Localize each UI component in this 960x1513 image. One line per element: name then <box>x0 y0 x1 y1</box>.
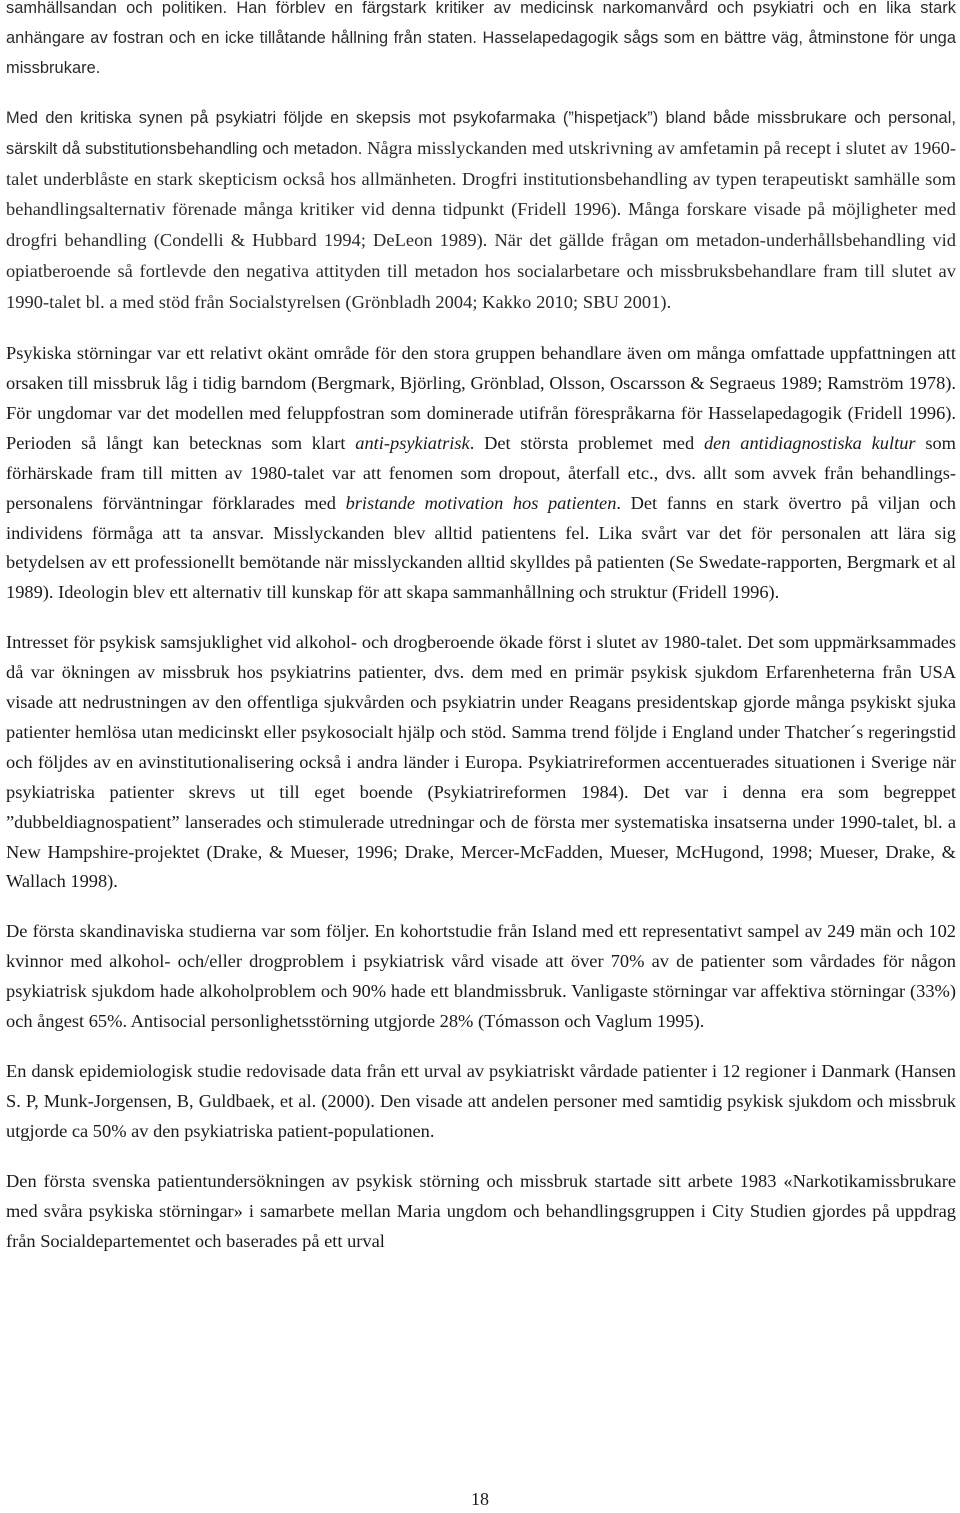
paragraph-3-text-b: . Det största problemet med <box>469 432 704 453</box>
paragraph-5-text: De första skandinaviska studierna var som följer. En kohortstudie från Island med ett representativt sampel av 249 män och 102 kvinnor med alkohol- och/eller drogproblem i psykiatrisk vård visade att över 70% av de patienter som vårdades för någon psykiatrisk sjukdom hade alkoholproblem och 90% hade ett blandmissbruk. Vanligaste störningar var affektiva störningar (33%) och ångest 65%. Antisocial personlighetsstörning utgjorde 28% (Tómasson och Vaglum 1995). <box>6 921 956 1032</box>
paragraph-3 <box>6 339 956 608</box>
paragraph-7-text: Den första svenska patientundersökningen av psykisk störning och missbruk startade sitt arbete 1983 «Narkotikamissbrukare med svåra psykiska störningar» i samarbete mellan Maria ungdom och behandlingsgruppen i City Studien gjordes på uppdrag från Socialdepartementet och baserades på ett urval <box>6 1170 956 1251</box>
paragraph-7 <box>6 1167 956 1257</box>
paragraph-6-text: En dansk epidemiologisk studie redovisade data från ett urval av psykiatriskt vårdade patienter i 12 regioner i Danmark (Hansen S. P, Munk-Jorgensen, B, Guldbaek, et al. (2000). Den visade att andelen personer med samtidig psykisk sjukdom och missbruk utgjorde ca 50% av den psykiatriska patient-populationen. <box>6 1061 956 1141</box>
paragraph-1-text: samhällsandan och politiken. Han förblev en färgstark kritiker av medicinsk narkomanvård och psykiatri och en lika stark anhängare av fostran och en icke tillåtande hållning från staten. Hasselapedagogik sågs som en bättre väg, åtminstone för unga missbrukare. <box>6 0 956 77</box>
paragraph-3-text-d: . Det fanns en stark övertro på viljan och individens förmåga att ta ansvar. Misslyckanden blev alltid patientens fel. Lika svårt var det för personalen att lära sig betydelsen av ett professionellt bemötande när misslyckanden alltid skylldes på patienten (Se Swedate-rapporten, Bergmark et al 1989). Ideologin blev ett alternativ till kunskap för att skapa sammanhållning och struktur (Fridell 1996). <box>6 492 956 603</box>
paragraph-3-italic-anti-psykiatrisk: anti-psykiatrisk <box>355 432 470 453</box>
paragraph-4 <box>6 628 956 897</box>
paragraph-5 <box>6 917 956 1037</box>
page-number: 18 <box>471 1489 489 1509</box>
document-page <box>6 0 956 1276</box>
paragraph-1 <box>6 0 956 84</box>
paragraph-3-italic-antidiagnostiska: den antidiagnostiska kultur <box>703 432 916 453</box>
paragraph-2-serif-text: Några misslyckanden med utskrivning av amfetamin på recept i slutet av 1960-talet underblåste en stark skepticism också hos allmänheten. Drogfri institutionsbehandling av typen terapeutiskt samhälle som behandlingsalternativ förenade många kritiker vid denna tidpunkt (Fridell 1996). Många forskare visade på möjligheter med drogfri behandling (Condelli & Hubbard 1994; DeLeon 1989). När det gällde frågan om metadon-underhållsbehandling vid opiatberoende så fortlevde den negativa attityden till metadon hos socialarbetare och missbruksbehandlare fram till slutet av 1990-talet bl. a med stöd från Socialstyrelsen (Grönbladh 2004; Kakko 2010; SBU 2001). <box>6 137 956 313</box>
paragraph-4-text: Intresset för psykisk samsjuklighet vid alkohol- och drogberoende ökade först i slutet av 1980-talet. Det som uppmärksammades då var ökningen av missbruk hos psykiatrins patienter, dvs. dem med en primär psykisk sjukdom Erfarenheterna från USA visade att nedrustningen av den offentliga sjukvården och psykiatrin under Reagans presidentskap gjorde många psykiskt sjuka patienter hemlösa utan medicinskt eller psykosocialt hjälp och stöd. Samma trend följde i England under Thatcher´s regeringstid och följdes av en avinstitutionalisering också i andra länder i Europa. Psykiatrireformen accentuerades situationen i Sverige när psykiatriska patienter skrevs ut till eget boende (Psykiatrireformen 1984). Det var i denna era som begreppet ”dubbeldiagnospatient” lanserades och stimulerade utredningar och de första mer systematiska insatserna under 1990-talet, bl. a New Hampshire-projektet (Drake, & Mueser, 1996; Drake, Mercer-McFadden, Mueser, McHugond, 1998; Mueser, Drake, & Wallach 1998). <box>6 632 956 892</box>
paragraph-3-text-a: Psykiska störningar var ett relativt okänt område för den stora gruppen behandlare även om många omfattade uppfattningen att orsaken till missbruk låg i tidig barndom (Bergmark, Björling, Grönblad, Olsson, Oscarsson & Segraeus 1989; Ramström 1978). För ungdomar var det modellen med feluppfostran som dominerade utifrån förespråkarna för Hasselapedagogik (Fridell 1996). Perioden så långt kan betecknas som klart <box>6 343 956 453</box>
paragraph-2 <box>6 104 956 319</box>
paragraph-2-sans-text: Med den kritiska synen på psykiatri följde en skepsis mot psykofarmaka (”hispetjack”) bland både missbrukare och personal, särskilt då substitutionsbehandling och metadon. <box>6 108 956 158</box>
paragraph-6 <box>6 1057 956 1147</box>
paragraph-3-italic-motivation: bristande motivation hos patienten <box>345 492 617 513</box>
paragraph-3-text-c: som förhärskade fram till mitten av 1980-talet var att fenomen som dropout, återfall etc., dvs. allt som avvek från behandlings-personalens förväntningar förklarades med <box>6 432 956 513</box>
